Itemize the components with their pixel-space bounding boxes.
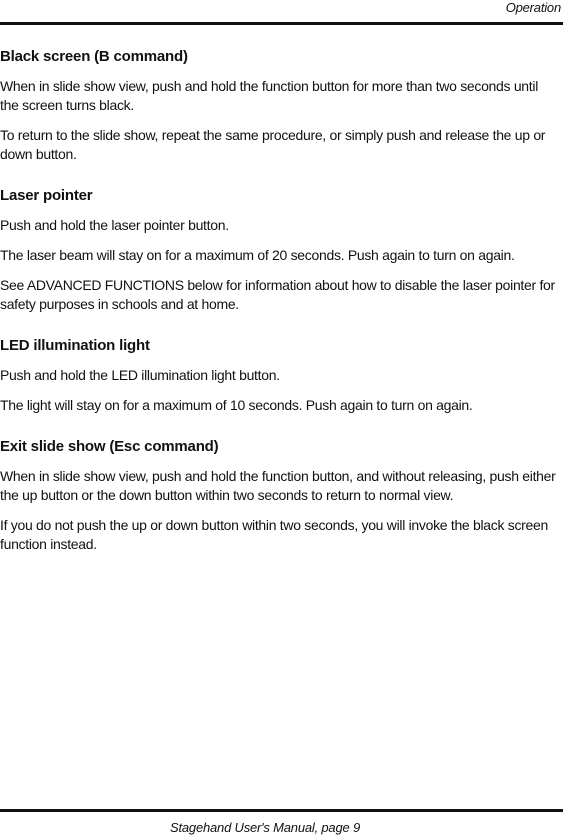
paragraph: Push and hold the LED illumination light button. bbox=[0, 367, 280, 383]
section-heading: Exit slide show (Esc command) bbox=[0, 438, 219, 455]
running-footer: Stagehand User's Manual, page 9 bbox=[170, 820, 360, 835]
paragraph: The laser beam will stay on for a maximum of 20 seconds. Push again to turn on again. bbox=[0, 247, 515, 263]
paragraph: When in slide show view, push and hold the function button, and without releasing, push either the up button or the down button within two seconds to return to normal view. bbox=[0, 468, 556, 503]
paragraph: When in slide show view, push and hold the function button for more than two seconds until the screen turns black. bbox=[0, 78, 539, 113]
header-rule bbox=[0, 22, 563, 25]
paragraph: If you do not push the up or down button within two seconds, you will invoke the black screen function instead. bbox=[0, 517, 548, 552]
section-black-screen bbox=[0, 47, 560, 164]
section-heading: LED illumination light bbox=[0, 337, 150, 354]
paragraph: See ADVANCED FUNCTIONS below for information about how to disable the laser pointer for safety purposes in schools and at home. bbox=[0, 277, 555, 312]
section-heading: Black screen (B command) bbox=[0, 48, 188, 65]
running-header: Operation bbox=[505, 0, 561, 15]
section-led-light bbox=[0, 336, 560, 415]
section-laser-pointer bbox=[0, 186, 560, 314]
page-content bbox=[0, 47, 560, 576]
paragraph: The light will stay on for a maximum of 10 seconds. Push again to turn on again. bbox=[0, 397, 473, 413]
section-heading: Laser pointer bbox=[0, 187, 93, 204]
paragraph: Push and hold the laser pointer button. bbox=[0, 217, 229, 233]
section-exit-slide-show bbox=[0, 437, 560, 554]
footer-rule bbox=[0, 809, 563, 812]
paragraph: To return to the slide show, repeat the same procedure, or simply push and release the up or down button. bbox=[0, 127, 546, 162]
